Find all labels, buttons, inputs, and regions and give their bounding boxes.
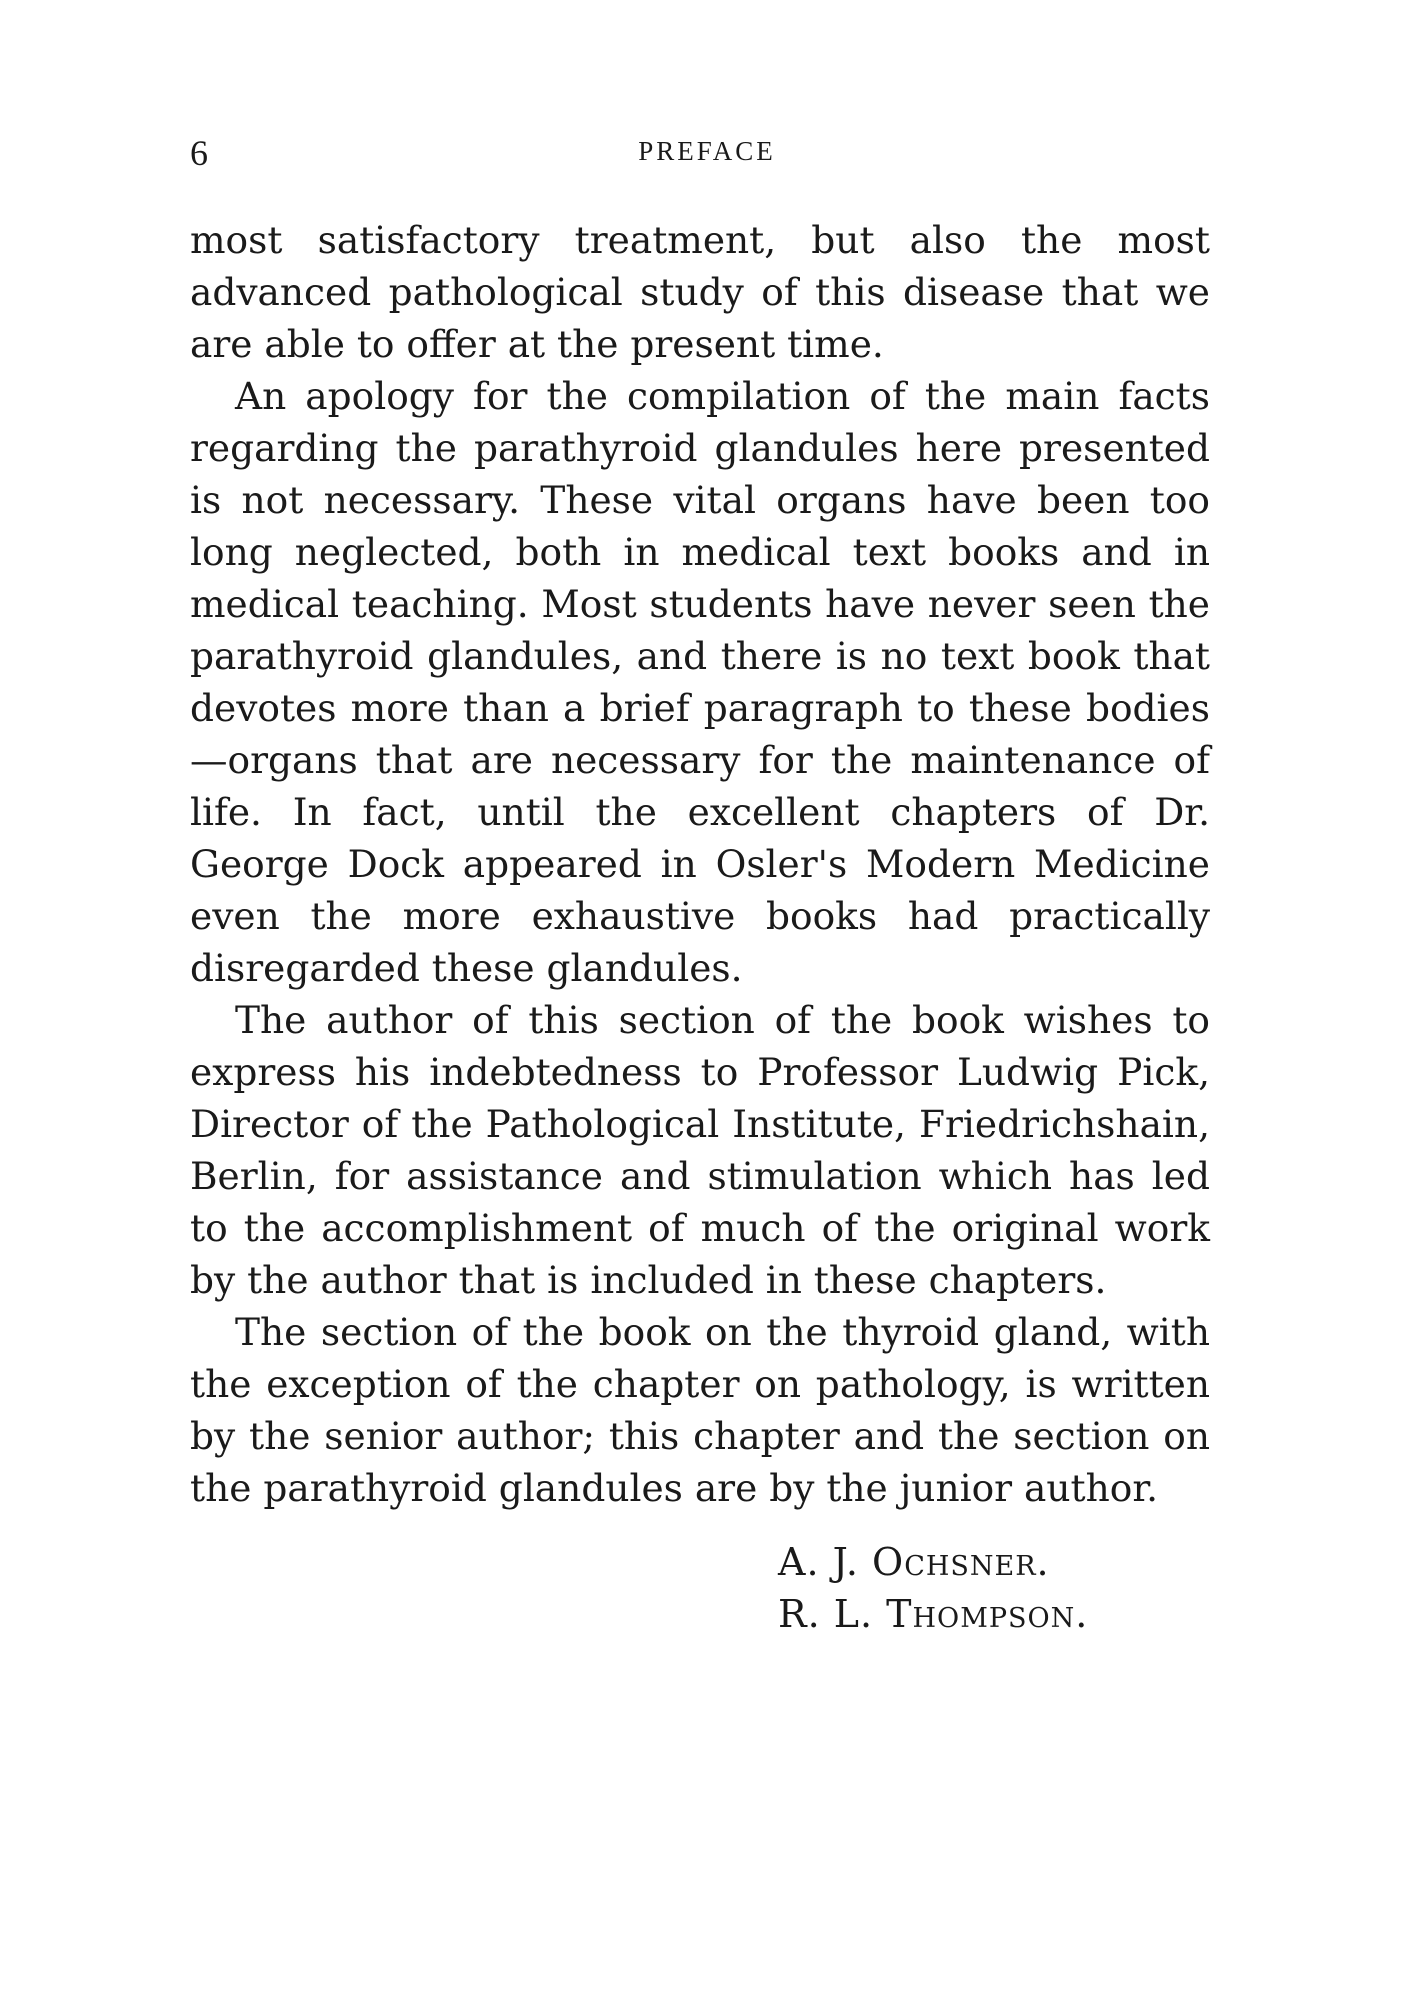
signature-junior-author: R. L. Thompson. bbox=[778, 1592, 1089, 1636]
page-number: 6 bbox=[190, 133, 208, 173]
signature-senior-author: A. J. Ochsner. bbox=[778, 1540, 1050, 1584]
running-head bbox=[190, 128, 1210, 178]
section-title: PREFACE bbox=[638, 136, 776, 166]
paragraph-authorship: The section of the book on the thyroid gland, with the exception of the chapter on pathology, is written by the senior author; this chapter and the section on the parathyroid glandules are by the junior author. bbox=[190, 1310, 1210, 1510]
body-text bbox=[190, 214, 1210, 1514]
signature-block bbox=[778, 1536, 1088, 1640]
paragraph-continued: most satisfactory treatment, but also the most advanced pathological study of this disease that we are able to offer at the present time. bbox=[190, 218, 1210, 366]
paragraph-apology: An apology for the compilation of the main facts regarding the parathyroid glandules here presented is not necessary. These vital organs have been too long neglected, both in medical text books and in medical teaching. Most students have never seen the parathyroid glandules, and there is no text book that devotes more than a brief paragraph to these bodies—organs that are necessary for the maintenance of life. In fact, until the excellent chapters of Dr. George Dock appeared in Osler's Modern Medicine even the more exhaustive books had practically disregarded these glandules. bbox=[190, 374, 1210, 990]
paragraph-acknowledgement: The author of this section of the book wishes to express his indebtedness to Professor Ludwig Pick, Director of the Pathological Institute, Friedrichshain, Berlin, for assistance and stimulation which has led to the accomplishment of much of the original work by the author that is included in these chapters. bbox=[190, 998, 1210, 1302]
